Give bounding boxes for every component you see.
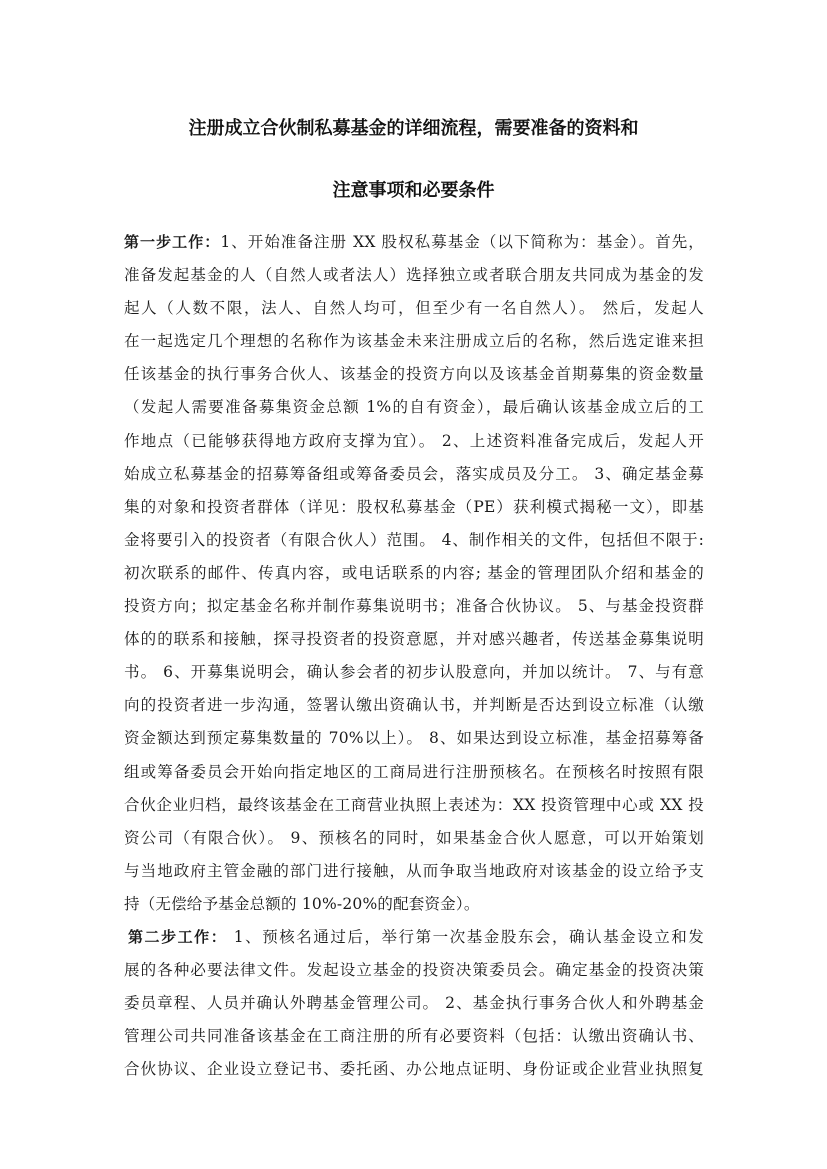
step-1-line-3: 起人（人数不限，法人、自然人均可，但至少有一名自然人）。 然后，发起人	[124, 299, 704, 318]
step-1-line-2: 准备发起基金的人（自然人或者法人）选择独立或者联合朋友共同成为基金的发	[124, 266, 704, 285]
step-1-line-1: 1、开始准备注册 XX 股权私募基金（以下简称为：基金）。首先，	[220, 233, 705, 251]
step-1-line-15: 向的投资者进一步沟通，签署认缴出资确认书，并判断是否达到设立标准（认缴	[124, 696, 704, 715]
step-1-line-20: 与当地政府主管金融的部门进行接触，从而争取当地政府对该基金的设立给予支	[124, 861, 704, 880]
step-1-line-18: 合伙企业归档，最终该基金在工商营业执照上表述为：XX 投资管理中心或 XX 投	[124, 795, 704, 814]
step-1-line-13: 体的的联系和接触，探寻投资者的投资意愿，并对感兴趣者，传送基金募集说明	[124, 630, 704, 649]
paragraph-line	[124, 226, 704, 259]
step-1-line-19: 资公司（有限合伙）。 9、预核名的同时，如果基金合伙人愿意，可以开始策划	[124, 828, 704, 847]
step-1-line-8: 始成立私募基金的招募筹备组或筹备委员会，落实成员及分工。 3、确定基金募	[124, 464, 704, 483]
step-2-line-1: 1、预核名通过后，举行第一次基金股东会，确认基金设立和发	[227, 927, 705, 946]
step-1-line-7: 作地点（已能够获得地方政府支撑为宜）。 2、上述资料准备完成后，发起人开	[124, 431, 704, 450]
step-2-line-4: 管理公司共同准备该基金在工商注册的所有必要资料（包括：认缴出资确认书、	[124, 1027, 704, 1046]
document-title-line-1: 注册成立合伙制私募基金的详细流程，需要准备的资料和	[188, 118, 639, 139]
document-body	[124, 226, 704, 1086]
paragraph-line	[124, 921, 704, 954]
step-1-line-14: 书。 6、开募集说明会，确认参会者的初步认股意向，并加以统计。 7、与有意	[124, 663, 704, 682]
step-2-line-2: 展的各种必要法律文件。发起设立基金的投资决策委员会。确定基金的投资决策	[124, 961, 704, 980]
step-1-line-16: 资金额达到预定募集数量的 70%以上）。 8、如果达到设立标准，基金招募筹备	[124, 729, 704, 748]
step-1-line-9: 集的对象和投资者群体（详见：股权私募基金（PE）获利模式揭秘一文），即基	[124, 497, 704, 516]
step-1-line-21: 持（无偿给予基金总额的 10%-20%的配套资金）。	[124, 894, 480, 913]
step-1-line-5: 任该基金的执行事务合伙人、该基金的投资方向以及该基金首期募集的资金数量	[124, 365, 704, 384]
step-1-line-12: 投资方向；拟定基金名称并制作募集说明书；准备合伙协议。 5、与基金投资群	[124, 597, 704, 616]
step-1-label: 第一步工作：	[124, 233, 221, 251]
step-2-line-5: 合伙协议、企业设立登记书、委托函、办公地点证明、身份证或企业营业执照复	[124, 1060, 704, 1079]
step-1-line-10: 金将要引入的投资者（有限合伙人）范围。 4、制作相关的文件，包括但不限于:	[124, 530, 704, 549]
document-title-line-2: 注意事项和必要条件	[332, 180, 495, 201]
step-1-line-4: 在一起选定几个理想的名称作为该基金未来注册成立后的名称，然后选定谁来担	[124, 332, 704, 351]
step-1-line-6: （发起人需要准备募集资金总额 1%的自有资金），最后确认该基金成立后的工	[124, 398, 704, 417]
step-2-line-3: 委员章程、人员并确认外聘基金管理公司。 2、基金执行事务合伙人和外聘基金	[124, 994, 704, 1013]
step-1-line-17: 组或筹备委员会开始向指定地区的工商局进行注册预核名。在预核名时按照有限	[124, 762, 704, 781]
step-2-label: 第二步工作：	[128, 927, 228, 946]
step-1-line-11: 初次联系的邮件、传真内容，或电话联系的内容; 基金的管理团队介绍和基金的	[124, 563, 704, 582]
